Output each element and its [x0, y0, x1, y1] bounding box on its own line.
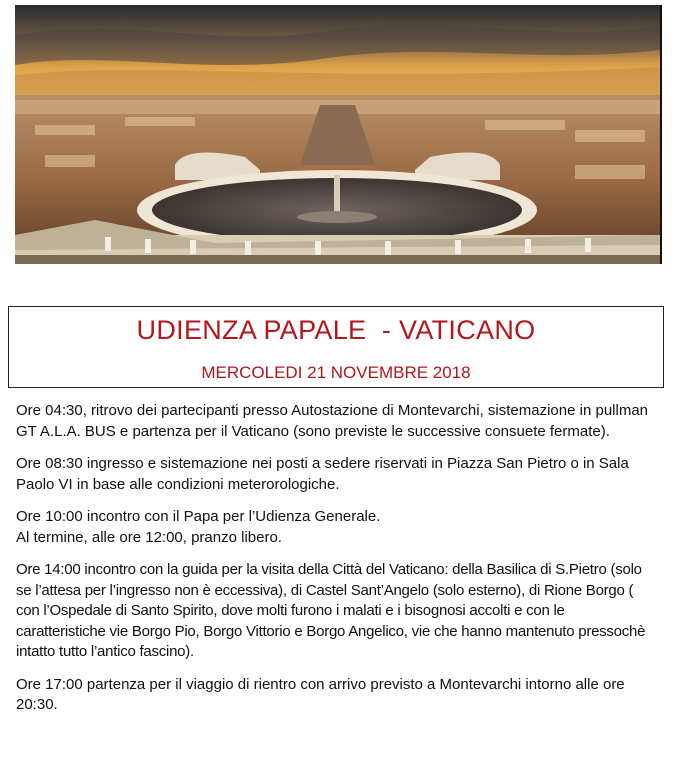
itinerary-paragraph: Ore 17:00 partenza per il viaggio di rientro con arrivo previsto a Montevarchi intorno alle ore 20:30.	[16, 675, 625, 713]
itinerary-paragraph: Al termine, alle ore 12:00, pranzo libero.	[16, 528, 282, 546]
itinerary-paragraph: Ore 08:30 ingresso e sistemazione nei posti a sedere riservati in Piazza San Pietro o in Sala Paolo VI in base alle condizioni meterorologiche.	[16, 455, 629, 493]
page-title: UDIENZA PAPALE - VATICANO	[136, 315, 536, 345]
itinerary-paragraph: Ore 04:30, ritrovo dei partecipanti presso Autostazione di Montevarchi, sistemazione in pullman GT A.L.A. BUS e partenza per il Vaticano (sono previste le successive consuete fermate).	[16, 402, 648, 440]
title-box	[8, 306, 664, 388]
event-date: MERCOLEDI 21 NOVEMBRE 2018	[201, 363, 471, 382]
st-peters-square-image	[15, 5, 660, 264]
itinerary-paragraph: Ore 10:00 incontro con il Papa per l’Udienza Generale.	[16, 508, 381, 525]
itinerary	[16, 401, 656, 728]
itinerary-paragraph: Ore 14:00 incontro con la guida per la visita della Città del Vaticano: della Basilica di S.Pietro (solo se l’attesa per l’ingresso non è eccessiva), di Castel Sant’Angelo (solo esterno), di Rione Borgo ( con l’Ospedale di Santo Spirito, dove molti furono i malati e i bisognosi accolti e con le caratteristiche vie Borgo Pio, Borgo Vittorio e Borgo Angelico, vie che hanno mantenuto pressochè intatto tutto l’antico fascino).	[16, 561, 646, 660]
header-image	[15, 5, 662, 264]
